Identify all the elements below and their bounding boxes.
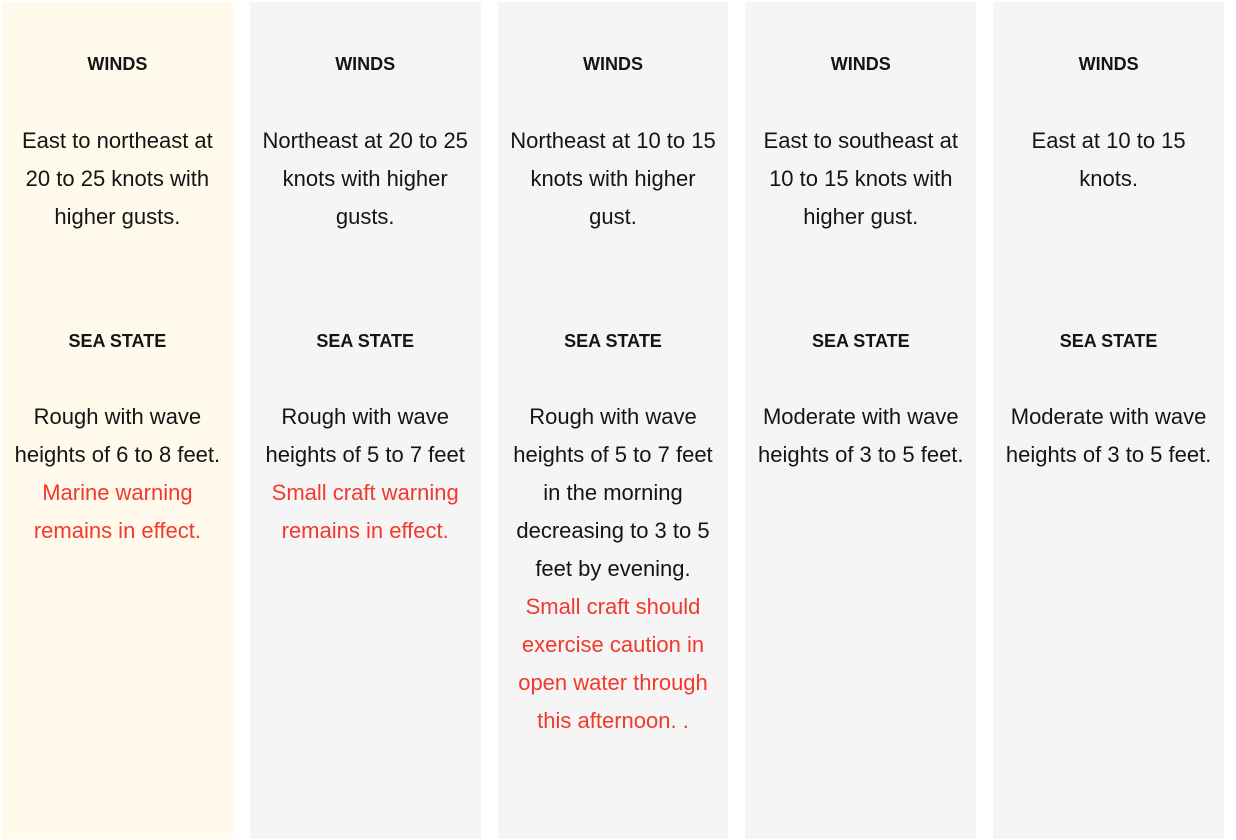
sea-state-section [508, 322, 719, 740]
forecast-column-3 [498, 2, 729, 839]
forecast-column-1 [2, 2, 233, 839]
sea-state-normal-text: Rough with wave heights of 6 to 8 feet. [14, 404, 221, 467]
sea-state-warning-text: Small craft should exercise caution in open water through this afternoon. . [518, 594, 708, 733]
winds-heading: WINDS [582, 54, 643, 74]
sea-state-heading: SEA STATE [68, 331, 167, 351]
winds-text: East to southeast at 10 to 15 knots with higher gust. [763, 128, 959, 229]
winds-text: East to northeast at 20 to 25 knots with higher gusts. [22, 128, 213, 229]
sea-state-text [12, 398, 223, 550]
sea-state-normal-text: Moderate with wave heights of 3 to 5 feet. [758, 404, 964, 467]
sea-state-section [1003, 322, 1214, 474]
sea-state-text [755, 398, 966, 474]
winds-text: Northeast at 10 to 15 knots with higher gust. [510, 128, 716, 229]
winds-heading: WINDS [335, 54, 396, 74]
winds-text: East at 10 to 15 knots. [1031, 128, 1186, 191]
sea-state-warning-text: Small craft warning remains in effect. [271, 480, 459, 543]
winds-section [260, 45, 471, 322]
winds-heading: WINDS [1078, 54, 1139, 74]
sea-state-heading: SEA STATE [1059, 331, 1158, 351]
sea-state-text [260, 398, 471, 550]
sea-state-normal-text: Rough with wave heights of 5 to 7 feet [265, 404, 465, 467]
forecast-column-4 [745, 2, 976, 839]
sea-state-section [260, 322, 471, 550]
winds-text: Northeast at 20 to 25 knots with higher gusts. [262, 128, 468, 229]
sea-state-heading: SEA STATE [811, 331, 910, 351]
forecast-column-5 [993, 2, 1224, 839]
sea-state-section [12, 322, 223, 550]
sea-state-text [508, 398, 719, 740]
sea-state-warning-text: Marine warning remains in effect. [33, 480, 201, 543]
winds-section [1003, 45, 1214, 322]
sea-state-normal-text: Rough with wave heights of 5 to 7 feet in the morning decreasing to 3 to 5 feet by evening. [513, 404, 713, 581]
sea-state-heading: SEA STATE [316, 331, 415, 351]
winds-section [508, 45, 719, 322]
forecast-column-2 [250, 2, 481, 839]
sea-state-normal-text: Moderate with wave heights of 3 to 5 feet. [1005, 404, 1212, 467]
sea-state-heading: SEA STATE [564, 331, 662, 351]
winds-heading: WINDS [830, 54, 891, 74]
winds-heading: WINDS [87, 54, 148, 74]
sea-state-text [1003, 398, 1214, 474]
winds-section [12, 45, 223, 322]
sea-state-section [755, 322, 966, 474]
winds-section [755, 45, 966, 322]
